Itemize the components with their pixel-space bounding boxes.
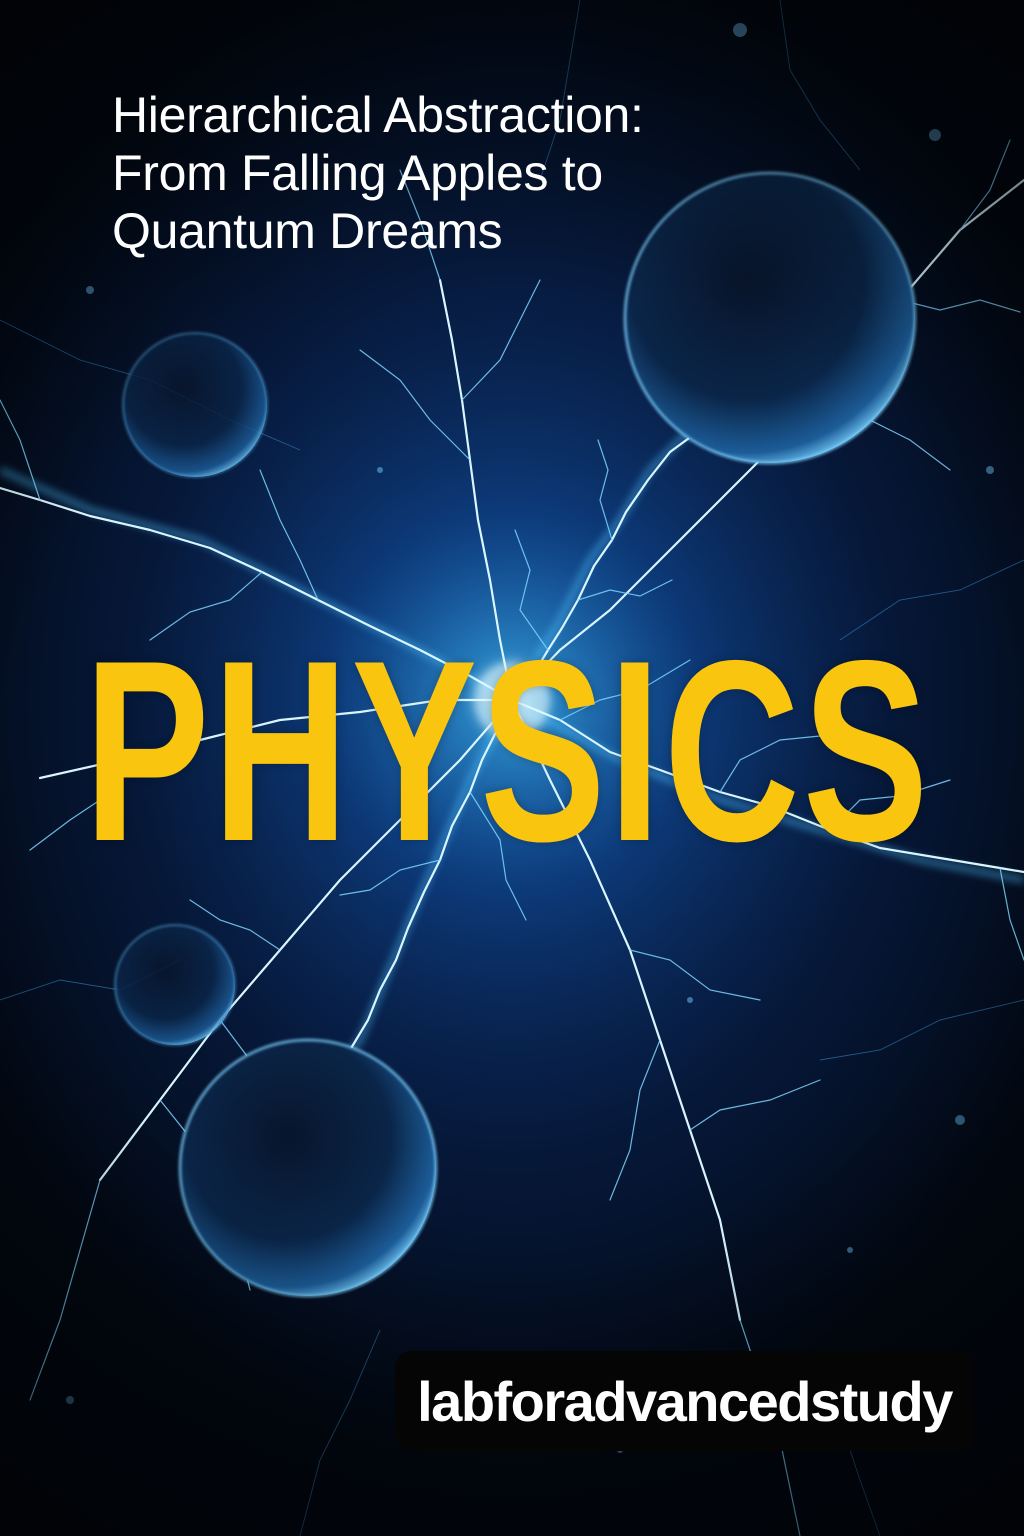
cover-title: PHYSICS — [84, 606, 932, 895]
brand-name: labforadvancedstudy — [417, 1369, 952, 1433]
brand-badge — [395, 1351, 974, 1451]
subtitle-line-2: From Falling Apples to — [112, 145, 603, 201]
subtitle-line-1: Hierarchical Abstraction: — [112, 87, 644, 143]
cover-subtitle — [112, 86, 752, 260]
subtitle-line-3: Quantum Dreams — [112, 203, 503, 259]
